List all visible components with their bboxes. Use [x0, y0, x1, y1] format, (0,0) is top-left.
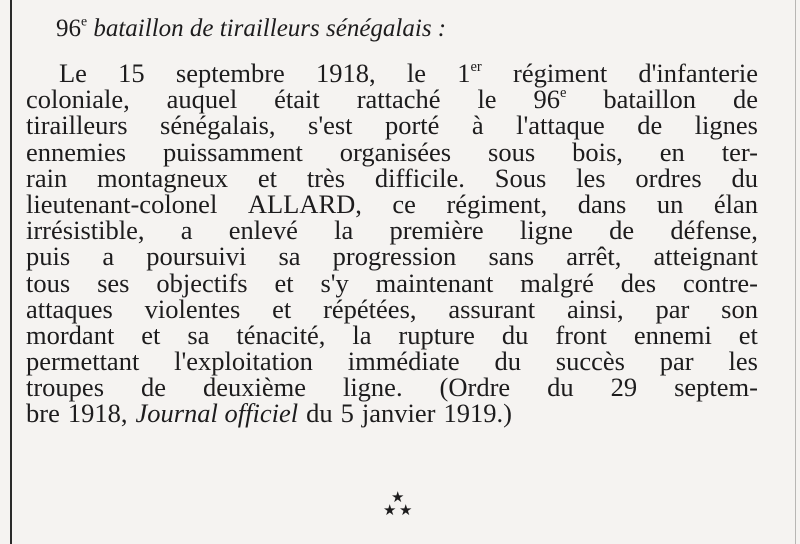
word: et	[141, 319, 161, 350]
word: objectifs	[156, 267, 248, 298]
word: dans	[577, 188, 627, 219]
word: troupes	[26, 372, 105, 403]
word: ténacité,	[236, 319, 326, 350]
word: ennemies	[26, 136, 127, 167]
text-line	[26, 162, 758, 193]
word: janvier	[361, 398, 436, 429]
word: mordant	[26, 319, 115, 350]
right-edge-rule	[795, 0, 796, 544]
word: permettant	[26, 346, 140, 377]
star-icon: ★	[383, 503, 397, 519]
text-line	[26, 241, 758, 272]
word: son	[721, 293, 758, 324]
heading-title: bataillon de tirailleurs sénégalais :	[93, 15, 447, 42]
text-line	[26, 372, 758, 403]
heading-number: 96	[56, 15, 81, 42]
word: était	[274, 84, 320, 115]
word: rupture	[398, 319, 475, 350]
word: rain	[26, 162, 68, 193]
word: ainsi,	[566, 293, 624, 324]
word: et	[272, 293, 292, 324]
word: et	[257, 162, 277, 193]
word: ses	[97, 267, 130, 298]
word: sénégalais,	[160, 110, 276, 141]
word: contre-	[682, 267, 758, 298]
star-icon: ★	[399, 503, 413, 519]
word: violentes	[144, 293, 241, 324]
word: s'est	[308, 110, 353, 141]
text-line	[26, 215, 758, 246]
word: coloniale,	[26, 84, 130, 115]
word: le	[477, 84, 497, 115]
word: défense,	[670, 215, 758, 246]
word: le	[406, 58, 426, 88]
word: de	[732, 84, 758, 115]
text-line	[26, 110, 758, 141]
word: un	[656, 188, 684, 219]
word: sans	[488, 241, 535, 272]
citation-heading	[56, 12, 446, 46]
word: attaques	[26, 293, 113, 324]
word: les	[576, 162, 606, 193]
word: (Ordre	[439, 372, 511, 403]
word: de	[637, 110, 663, 141]
word: du	[306, 398, 333, 429]
heading-number-superscript: e	[81, 13, 88, 29]
word: en	[659, 136, 685, 167]
word: front	[555, 319, 607, 350]
text-line	[26, 136, 758, 167]
word: 5	[340, 398, 354, 429]
word: arrêt,	[566, 241, 622, 272]
word: rattaché	[356, 84, 441, 115]
word: par	[655, 293, 690, 324]
citation-paragraph	[26, 60, 758, 427]
word: septem-	[674, 372, 758, 403]
word: immédiate	[347, 346, 460, 377]
word: enlevé	[228, 215, 298, 246]
word: 1918,	[67, 398, 128, 429]
word: a	[102, 241, 115, 272]
word: de	[609, 215, 635, 246]
word: ennemi	[633, 319, 712, 350]
text-line	[26, 84, 758, 115]
word: 1918,	[316, 58, 376, 88]
word: d'infanterie	[638, 58, 758, 88]
word: bois,	[572, 136, 623, 167]
word: du	[731, 162, 758, 193]
word: la	[334, 215, 354, 246]
word: auquel	[166, 84, 238, 115]
word: et	[274, 267, 294, 298]
word: bre	[26, 398, 60, 429]
word: de	[140, 372, 166, 403]
word: septembre	[175, 58, 285, 88]
word: irrésistible,	[26, 215, 145, 246]
word: organisées	[339, 136, 452, 167]
word: assurant	[448, 293, 536, 324]
word: du	[494, 346, 521, 377]
word: répétées,	[323, 293, 417, 324]
text-line	[26, 398, 758, 429]
word: ordres	[635, 162, 702, 193]
word: lieutenant-colonel	[26, 188, 218, 219]
word: atteignant	[653, 241, 758, 272]
word: 96e	[533, 84, 567, 115]
word: ALLARD,	[247, 188, 362, 219]
text-line	[26, 188, 758, 219]
word: régiment,	[446, 188, 548, 219]
word: poursuivi	[146, 241, 247, 272]
word: montagneux	[97, 162, 229, 193]
word: et	[738, 319, 758, 350]
word: élan	[713, 188, 758, 219]
word: la	[352, 319, 372, 350]
word: Le	[59, 58, 87, 88]
word: Sous	[494, 162, 547, 193]
word: a	[180, 215, 193, 246]
star-icon: ★	[391, 490, 405, 506]
word: tirailleurs	[26, 110, 128, 141]
word: s'y	[320, 267, 349, 298]
word: progression	[332, 241, 457, 272]
word: ce	[392, 188, 416, 219]
word: tous	[26, 267, 71, 298]
word: première	[389, 215, 484, 246]
word: régiment	[513, 58, 608, 88]
word: à	[471, 110, 484, 141]
word: 1919.)	[443, 398, 512, 429]
word: par	[659, 346, 694, 377]
word: sa	[187, 319, 210, 350]
word: difficile.	[374, 162, 465, 193]
word: ligne.	[342, 372, 403, 403]
left-margin-rule	[10, 0, 12, 544]
word: malgré	[520, 267, 594, 298]
word: du	[547, 372, 574, 403]
word: sa	[278, 241, 301, 272]
word: l'attaque	[516, 110, 605, 141]
word: ligne	[519, 215, 573, 246]
word: très	[306, 162, 346, 193]
word: 1er	[457, 58, 482, 88]
text-line	[26, 346, 758, 377]
word: bataillon	[603, 84, 697, 115]
word: puis	[26, 241, 71, 272]
word: 29	[610, 372, 638, 403]
word: lignes	[694, 110, 758, 141]
text-line	[26, 267, 758, 298]
word: deuxième	[202, 372, 306, 403]
word: l'exploitation	[174, 346, 313, 377]
word: ter-	[721, 136, 758, 167]
word: Journal officiel	[135, 398, 299, 429]
text-line	[26, 293, 758, 324]
word: porté	[384, 110, 440, 141]
word: maintenant	[375, 267, 494, 298]
word: des	[620, 267, 657, 298]
text-line	[26, 319, 758, 350]
word: sous	[488, 136, 536, 167]
three-star-ornament	[380, 491, 416, 521]
word: du	[501, 319, 529, 350]
word: succès	[555, 346, 625, 377]
word: puissamment	[162, 136, 303, 167]
word: les	[728, 346, 758, 377]
word: 15	[118, 58, 145, 88]
text-line	[26, 60, 758, 86]
